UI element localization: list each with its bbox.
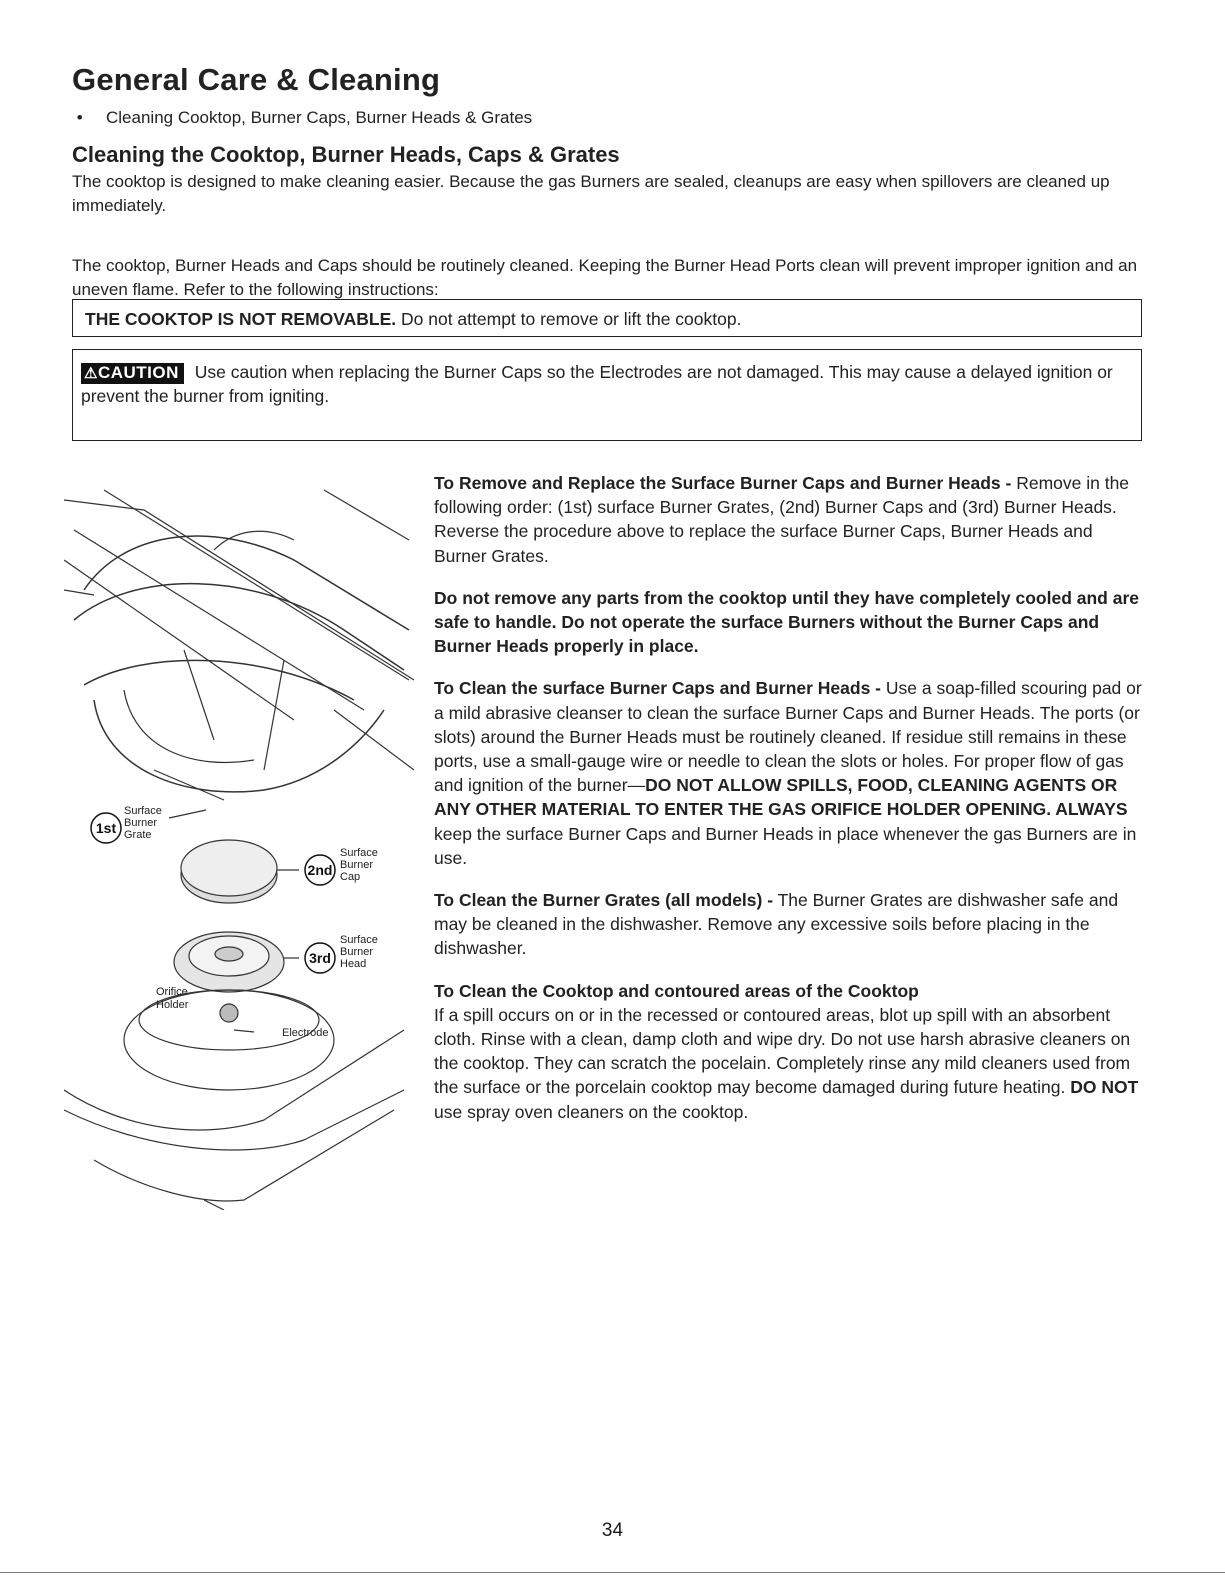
remove-replace-section <box>434 471 1146 568</box>
svg-text:Head: Head <box>340 958 367 970</box>
clean-grates-text: The Burner Grates are dishwasher safe and may be cleaned in the dishwasher. Remove any excessive soils before placing in the dishwasher. <box>434 890 1119 959</box>
svg-text:2nd: 2nd <box>307 862 333 878</box>
svg-text:3rd: 3rd <box>309 950 331 966</box>
caution-box <box>72 349 1142 441</box>
svg-text:Grate: Grate <box>124 829 152 841</box>
clean-cooktop-heading: To Clean the Cooktop and contoured areas of the Cooktop <box>434 980 919 1001</box>
orifice-holder-label <box>156 986 189 1011</box>
notice-box <box>72 299 1142 337</box>
notice-text: Do not attempt to remove or lift the cooktop. <box>396 309 742 329</box>
instructions-column <box>434 471 1146 1142</box>
warning-section <box>434 586 1146 659</box>
step-1st-label <box>91 805 162 843</box>
bullet-text: Cleaning Cooktop, Burner Caps, Burner Heads & Grates <box>106 108 533 127</box>
clean-cooktop-tail: use spray oven cleaners on the cooktop. <box>434 1101 749 1122</box>
clean-grates-heading: To Clean the Burner Grates (all models) - <box>434 890 774 911</box>
burner-grate <box>74 531 409 792</box>
svg-text:Burner: Burner <box>124 817 158 829</box>
page-title: General Care & Cleaning <box>72 62 441 97</box>
caution-text: Use caution when replacing the Burner Caps so the Electrodes are not damaged. This may cause a delayed ignition or prevent the burner from igniting. <box>81 362 1113 406</box>
notice-bold: THE COOKTOP IS NOT REMOVABLE. <box>85 309 397 329</box>
step-3rd-label <box>305 934 378 973</box>
svg-text:Electrode: Electrode <box>282 1027 329 1039</box>
electrode-label <box>282 1027 328 1039</box>
burner-cap <box>181 840 277 903</box>
svg-text:1st: 1st <box>95 820 117 836</box>
clean-cooktop-section <box>434 979 1146 1124</box>
page-number: 34 <box>601 1520 624 1541</box>
clean-grates-section <box>434 888 1146 961</box>
burner-exploded-diagram <box>64 470 424 1210</box>
clean-caps-text: Use a soap-filled scouring pad or a mild abrasive cleanser to clean the surface Burner Caps and Burner Heads. The ports (or slots) around the Burner Heads must be routinely cleaned. If residue still remains in these ports, use a small-gauge wire or needle to clean the slots or holes. For proper flow of gas and ignition of the burner— <box>434 678 1142 796</box>
warning-triangle-icon: ⚠ <box>84 365 98 382</box>
caution-badge-label: CAUTION <box>97 363 179 382</box>
remove-replace-heading: To Remove and Replace the Surface Burner Caps and Burner Heads - <box>434 473 1012 493</box>
svg-text:Surface: Surface <box>340 934 378 946</box>
svg-text:Holder: Holder <box>156 999 189 1011</box>
svg-text:Orifice: Orifice <box>156 986 188 998</box>
svg-text:Cap: Cap <box>340 871 361 883</box>
remove-replace-text: Remove in the following order: (1st) surface Burner Grates, (2nd) Burner Caps and (3rd) Burner Heads. Reverse the procedure above to replace the surface Burner Caps, Burner Heads and Burner Grates. <box>434 473 1130 566</box>
svg-text:Burner: Burner <box>340 859 374 871</box>
clean-caps-tail: keep the surface Burner Caps and Burner Heads in place whenever the gas Burners are in use. <box>434 823 1137 868</box>
caution-badge <box>81 363 184 384</box>
footer-rule <box>0 1572 1225 1573</box>
bullet-dot: • <box>72 108 83 127</box>
step-2nd-label <box>305 847 378 885</box>
clean-caps-section <box>434 676 1146 870</box>
bullet-item <box>72 108 532 128</box>
svg-text:Burner: Burner <box>340 946 374 958</box>
clean-cooktop-text: If a spill occurs on or in the recessed or contoured areas, blot up spill with an absorbent cloth. Rinse with a clean, damp cloth and wipe dry. Do not use harsh abrasive cleaners on the cooktop. They can scratch the pocelain. Completely rinse any mild cleaners used from the surface or the porcelain cooktop may become damaged during future heating. <box>434 1004 1131 1098</box>
svg-text:Surface: Surface <box>124 805 162 817</box>
section-heading: Cleaning the Cooktop, Burner Heads, Caps & Grates <box>72 142 620 167</box>
intro-paragraph-2: The cooktop, Burner Heads and Caps should be routinely cleaned. Keeping the Burner Head Ports clean will prevent improper ignition and an uneven flame. Refer to the following instructions: <box>72 256 1138 299</box>
clean-caps-heading: To Clean the surface Burner Caps and Burner Heads - <box>434 678 882 699</box>
svg-text:Surface: Surface <box>340 847 378 859</box>
clean-cooktop-bold: DO NOT <box>1065 1077 1139 1098</box>
intro-paragraph-1: The cooktop is designed to make cleaning easier. Because the gas Burners are sealed, cleanups are easy when spillovers are cleaned up immediately. <box>72 172 1110 215</box>
warning-text: Do not remove any parts from the cooktop until they have completely cooled and are safe to handle. Do not operate the surface Burners without the Burner Caps and Burner Heads properly in place. <box>434 587 1140 657</box>
clean-caps-caps-warning: DO NOT ALLOW SPILLS, FOOD, CLEANING AGENTS OR ANY OTHER MATERIAL TO ENTER THE GAS ORIFICE HOLDER OPENING. ALWAYS <box>434 775 1128 820</box>
burner-head <box>174 932 284 992</box>
